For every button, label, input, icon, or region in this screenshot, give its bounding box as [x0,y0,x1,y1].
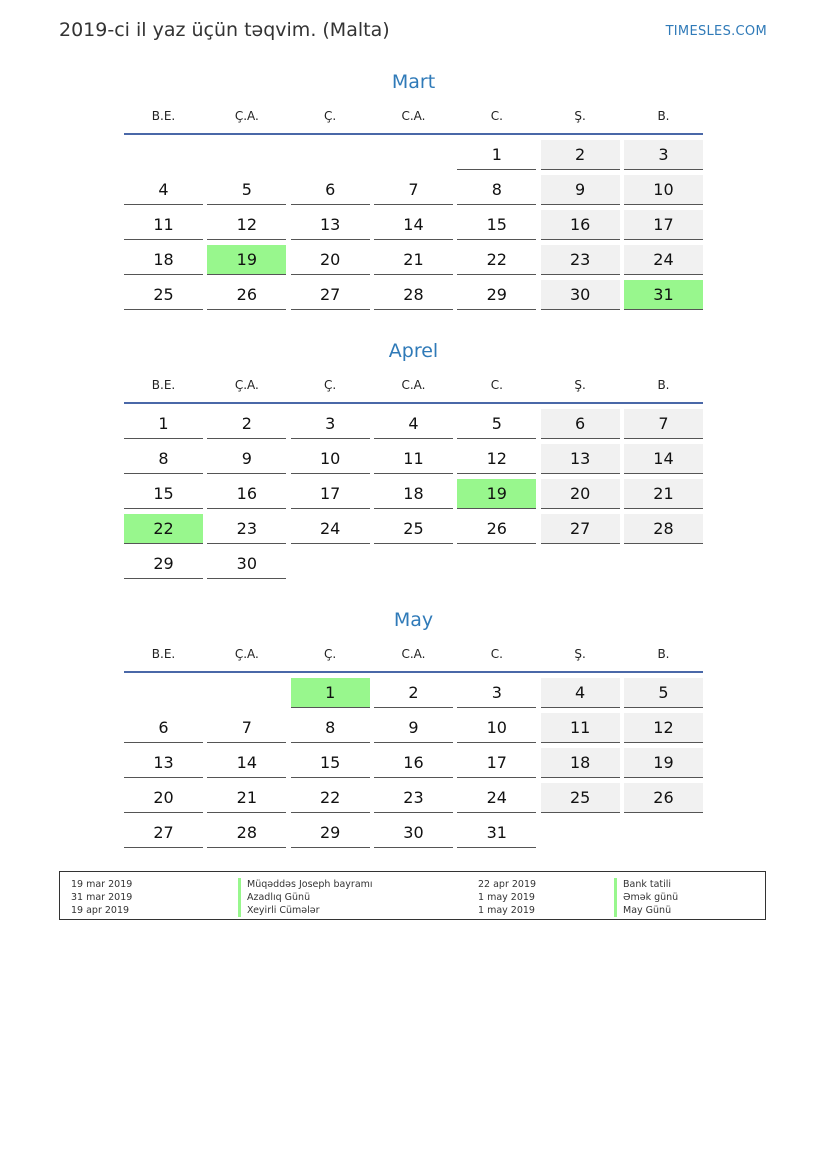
day-grid [124,409,703,579]
day-cell: 24 [624,245,703,275]
day-cell: 16 [207,479,286,509]
day-cell: 21 [207,783,286,813]
empty-cell [624,549,703,578]
day-cell: 10 [624,175,703,205]
day-cell: 22 [457,245,536,275]
day-cell: 28 [374,280,453,310]
day-cell: 15 [457,210,536,240]
weekday-header-rule [124,402,703,404]
day-cell: 25 [541,783,620,813]
day-cell: 27 [124,818,203,848]
day-cell: 30 [374,818,453,848]
day-cell: 1 [124,409,203,439]
day-cell: 7 [624,409,703,439]
empty-cell [124,140,203,169]
day-cell: 11 [374,444,453,474]
day-cell: 27 [291,280,370,310]
weekday-label: Ş. [574,378,586,392]
month-title: Aprel [388,340,439,362]
day-cell: 17 [291,479,370,509]
weekday-label: C. [490,647,503,661]
weekday-label: C.A. [401,109,426,123]
day-cell: 6 [541,409,620,439]
weekday-label: B.E. [151,647,176,661]
day-cell: 9 [207,444,286,474]
day-grid [124,678,703,848]
legend-date: 1 may 2019 [478,905,535,916]
empty-cell [124,678,203,707]
weekday-label: C. [490,109,503,123]
weekday-label: Ç. [324,109,337,123]
day-cell: 15 [291,748,370,778]
day-cell: 20 [291,245,370,275]
day-cell: 6 [124,713,203,743]
day-cell: 4 [374,409,453,439]
day-cell: 8 [291,713,370,743]
day-cell: 9 [374,713,453,743]
weekday-label: C. [490,378,503,392]
legend-date: 19 apr 2019 [71,905,130,916]
empty-cell [291,140,370,169]
empty-cell [291,549,370,578]
weekday-label: Ş. [574,109,586,123]
day-cell: 24 [291,514,370,544]
legend-holiday-name: Xeyirli Cümələr [238,904,320,917]
weekday-header-row [124,642,703,666]
legend-holiday-name: Müqəddəs Joseph bayramı [238,878,373,891]
day-cell: 15 [124,479,203,509]
month-march [124,68,703,310]
legend-holiday-name: Əmək günü [614,891,678,904]
day-cell: 28 [207,818,286,848]
legend-date: 22 apr 2019 [478,879,537,890]
legend-date: 31 mar 2019 [71,892,133,903]
empty-cell [374,140,453,169]
weekday-label: Ç. [324,378,337,392]
empty-cell [207,678,286,707]
day-cell: 10 [457,713,536,743]
weekday-label: B. [657,647,670,661]
day-cell: 17 [624,210,703,240]
day-cell: 18 [124,245,203,275]
weekday-label: C.A. [401,647,426,661]
month-april [124,337,703,579]
empty-cell [207,140,286,169]
day-cell: 4 [541,678,620,708]
day-cell: 29 [124,549,203,579]
day-cell: 23 [207,514,286,544]
empty-cell [624,818,703,847]
day-cell: 2 [374,678,453,708]
holiday-day-cell: 31 [624,280,703,310]
day-cell: 24 [457,783,536,813]
legend-holiday-name: Bank tatili [614,878,671,891]
weekday-label: Ç.A. [234,647,259,661]
day-cell: 6 [291,175,370,205]
page-title: 2019-ci il yaz üçün təqvim. (Malta) [59,19,390,41]
day-cell: 29 [457,280,536,310]
day-cell: 26 [207,280,286,310]
day-cell: 26 [624,783,703,813]
legend-holiday-name: Azadlıq Günü [238,891,310,904]
day-cell: 19 [624,748,703,778]
empty-cell [457,549,536,578]
month-may [124,606,703,848]
weekday-label: B. [657,378,670,392]
holiday-legend [59,871,766,920]
day-cell: 10 [291,444,370,474]
day-cell: 20 [124,783,203,813]
day-cell: 21 [374,245,453,275]
legend-holiday-name: May Günü [614,904,671,917]
day-cell: 25 [124,280,203,310]
day-cell: 11 [124,210,203,240]
weekday-label: Ç.A. [234,109,259,123]
day-cell: 3 [291,409,370,439]
day-cell: 29 [291,818,370,848]
day-cell: 13 [291,210,370,240]
empty-cell [541,549,620,578]
day-cell: 21 [624,479,703,509]
day-cell: 3 [457,678,536,708]
holiday-day-cell: 1 [291,678,370,708]
day-cell: 30 [541,280,620,310]
day-cell: 31 [457,818,536,848]
site-link[interactable]: TIMESLES.COM [665,24,767,39]
weekday-label: Ç.A. [234,378,259,392]
weekday-label: C.A. [401,378,426,392]
day-cell: 12 [624,713,703,743]
day-cell: 2 [207,409,286,439]
weekday-label: Ç. [324,647,337,661]
day-cell: 16 [374,748,453,778]
holiday-day-cell: 19 [457,479,536,509]
day-cell: 23 [374,783,453,813]
day-cell: 4 [124,175,203,205]
day-cell: 9 [541,175,620,205]
day-cell: 8 [124,444,203,474]
day-cell: 28 [624,514,703,544]
weekday-label: B.E. [151,378,176,392]
day-cell: 14 [624,444,703,474]
day-cell: 22 [291,783,370,813]
empty-cell [374,549,453,578]
holiday-day-cell: 19 [207,245,286,275]
day-cell: 5 [207,175,286,205]
day-cell: 23 [541,245,620,275]
month-title: Mart [391,71,436,93]
day-cell: 8 [457,175,536,205]
weekday-header-rule [124,133,703,135]
legend-date: 19 mar 2019 [71,879,133,890]
month-title: May [393,609,434,631]
weekday-header-rule [124,671,703,673]
empty-cell [541,818,620,847]
day-cell: 7 [207,713,286,743]
day-cell: 18 [541,748,620,778]
day-cell: 12 [207,210,286,240]
day-cell: 13 [541,444,620,474]
day-cell: 14 [207,748,286,778]
weekday-label: Ş. [574,647,586,661]
day-cell: 5 [624,678,703,708]
weekday-label: B.E. [151,109,176,123]
day-cell: 16 [541,210,620,240]
day-cell: 30 [207,549,286,579]
legend-date: 1 may 2019 [478,892,535,903]
day-cell: 11 [541,713,620,743]
day-cell: 14 [374,210,453,240]
day-cell: 27 [541,514,620,544]
day-cell: 17 [457,748,536,778]
day-cell: 2 [541,140,620,170]
day-cell: 26 [457,514,536,544]
day-cell: 1 [457,140,536,170]
day-cell: 13 [124,748,203,778]
weekday-header-row [124,104,703,128]
day-cell: 25 [374,514,453,544]
weekday-label: B. [657,109,670,123]
day-cell: 3 [624,140,703,170]
holiday-day-cell: 22 [124,514,203,544]
day-cell: 18 [374,479,453,509]
day-cell: 7 [374,175,453,205]
weekday-header-row [124,373,703,397]
day-grid [124,140,703,310]
day-cell: 12 [457,444,536,474]
day-cell: 5 [457,409,536,439]
day-cell: 20 [541,479,620,509]
